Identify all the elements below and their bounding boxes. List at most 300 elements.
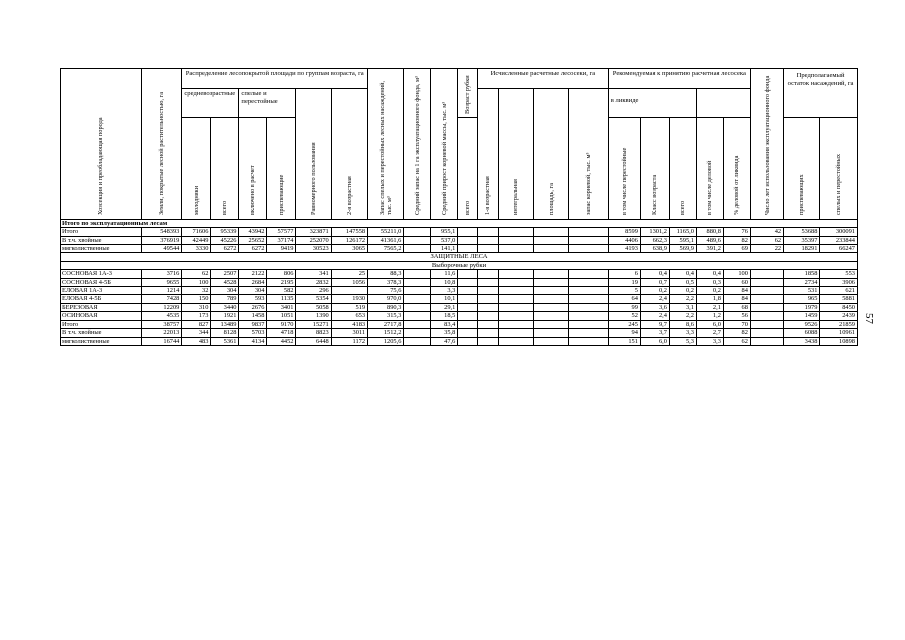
table-cell: 323871	[296, 228, 331, 236]
table-cell: 75,6	[368, 287, 404, 295]
table-cell: 789	[211, 295, 239, 303]
table-cell: 94	[608, 329, 640, 337]
table-cell: 53688	[784, 228, 820, 236]
table-cell: 173	[182, 312, 211, 320]
table-cell: 76	[723, 228, 750, 236]
table-cell: 1,2	[696, 312, 723, 320]
table-cell: 1214	[141, 287, 181, 295]
document-page	[60, 68, 858, 346]
table-cell: 3,3	[696, 337, 723, 345]
table-cell: 1459	[784, 312, 820, 320]
table-cell: 6088	[784, 329, 820, 337]
header-liquid: в ликвиде	[608, 89, 696, 118]
table-cell	[498, 278, 533, 286]
table-cell: 3,3	[431, 287, 458, 295]
header-remaining: Предполагаемый остаток насаждений, га	[784, 69, 858, 118]
table-cell: 1301,2	[640, 228, 669, 236]
table-cell: 70	[723, 320, 750, 328]
table-cell	[404, 245, 431, 253]
table-cell: 55211,0	[368, 228, 404, 236]
table-cell: 62	[182, 270, 211, 278]
table-cell: 1135	[267, 295, 296, 303]
table-row	[61, 329, 858, 337]
section-title: ЗАЩИТНЫЕ ЛЕСА	[61, 253, 858, 261]
table-cell: 83,4	[431, 320, 458, 328]
table-cell: 8,6	[669, 320, 696, 328]
table-cell	[750, 295, 783, 303]
table-cell: 141,1	[431, 245, 458, 253]
table-cell	[478, 312, 499, 320]
table-cell	[404, 337, 431, 345]
table-cell: 0,4	[669, 270, 696, 278]
table-cell	[498, 295, 533, 303]
table-cell	[750, 320, 783, 328]
table-row	[61, 295, 858, 303]
table-cell: 344	[182, 329, 211, 337]
table-cell: 3,3	[669, 329, 696, 337]
table-cell: 6272	[211, 245, 239, 253]
table-cell: 29,1	[431, 303, 458, 311]
table-cell	[750, 329, 783, 337]
table-cell: 6448	[296, 337, 331, 345]
header-calculated: Исчисленные расчетные лесосеки, га	[478, 69, 609, 89]
table-cell	[750, 312, 783, 320]
section-title: Итого по эксплуатационным лесам	[61, 219, 858, 227]
table-cell: 1921	[211, 312, 239, 320]
table-cell: 66247	[820, 245, 858, 253]
table-row	[61, 287, 858, 295]
table-cell: 4134	[239, 337, 267, 345]
table-cell	[534, 303, 569, 311]
table-cell	[534, 245, 569, 253]
table-cell: 4718	[267, 329, 296, 337]
table-cell: 12209	[141, 303, 181, 311]
table-cell: 9526	[784, 320, 820, 328]
table-cell	[750, 337, 783, 345]
table-cell: 18,5	[431, 312, 458, 320]
table-cell: 6,0	[640, 337, 669, 345]
header-middle-included: включено в расчет	[239, 118, 267, 219]
table-cell: 0,2	[696, 287, 723, 295]
table-cell: 391,2	[696, 245, 723, 253]
table-row	[61, 228, 858, 236]
table-cell	[498, 303, 533, 311]
table-cell	[458, 295, 478, 303]
header-liquid-pct: % деловой от ликвида	[723, 118, 750, 219]
table-cell	[478, 295, 499, 303]
header-liquid-total: всего	[669, 118, 696, 219]
table-cell: 22	[750, 245, 783, 253]
table-cell: 69	[723, 245, 750, 253]
table-cell: 150	[182, 295, 211, 303]
table-cell	[331, 287, 367, 295]
table-cell	[478, 287, 499, 295]
table-cell: 6,0	[696, 320, 723, 328]
table-row	[61, 303, 858, 311]
table-cell	[534, 287, 569, 295]
table-cell: 9655	[141, 278, 181, 286]
header-avg-stock: Средний запас на 1 га эксплуатационного фонда, м³	[404, 69, 431, 220]
table-cell: 42449	[182, 236, 211, 244]
table-cell: 9419	[267, 245, 296, 253]
row-label: СОСНОВАЯ 4-5Б	[61, 278, 142, 286]
table-cell: 2195	[267, 278, 296, 286]
table-cell	[478, 303, 499, 311]
table-cell: 41361,6	[368, 236, 404, 244]
table-cell	[534, 228, 569, 236]
table-cell: 1390	[296, 312, 331, 320]
table-cell: 483	[182, 337, 211, 345]
table-cell: 827	[182, 320, 211, 328]
table-cell	[498, 270, 533, 278]
table-cell: 25	[331, 270, 367, 278]
table-cell: 3,6	[640, 303, 669, 311]
table-cell: 3065	[331, 245, 367, 253]
table-cell: 35,8	[431, 329, 458, 337]
table-cell: 147558	[331, 228, 367, 236]
table-cell: 569,9	[669, 245, 696, 253]
table-cell	[404, 312, 431, 320]
table-cell: 38757	[141, 320, 181, 328]
table-cell	[569, 287, 608, 295]
table-cell: 62	[723, 337, 750, 345]
table-cell: 100	[723, 270, 750, 278]
table-cell	[404, 287, 431, 295]
table-cell	[498, 287, 533, 295]
table-cell: 653	[331, 312, 367, 320]
table-cell: 64	[608, 295, 640, 303]
header-mature: спелые и перестойные	[239, 89, 296, 118]
table-cell: 42	[750, 228, 783, 236]
table-cell: 1458	[239, 312, 267, 320]
table-cell	[534, 337, 569, 345]
table-cell	[750, 270, 783, 278]
table-cell: 806	[267, 270, 296, 278]
table-cell: 4452	[267, 337, 296, 345]
table-cell: 621	[820, 287, 858, 295]
table-cell: 593	[239, 295, 267, 303]
header-rem-maturing: приспевающих	[784, 118, 820, 219]
table-cell	[478, 329, 499, 337]
table-cell: 2,4	[640, 295, 669, 303]
table-cell	[458, 303, 478, 311]
table-cell	[458, 287, 478, 295]
table-cell: 304	[239, 287, 267, 295]
table-cell: 32	[182, 287, 211, 295]
row-label: ОСИНОВАЯ	[61, 312, 142, 320]
table-cell: 37174	[267, 236, 296, 244]
table-cell: 10,8	[431, 278, 458, 286]
table-cell: 3330	[182, 245, 211, 253]
table-cell: 638,9	[640, 245, 669, 253]
table-cell: 315,3	[368, 312, 404, 320]
table-cell	[750, 278, 783, 286]
table-cell: 15271	[296, 320, 331, 328]
table-cell: 2,2	[669, 312, 696, 320]
table-cell: 57577	[267, 228, 296, 236]
header-distribution: Распределение лесопокрытой площади по группам возраста, га	[182, 69, 368, 89]
table-cell: 13489	[211, 320, 239, 328]
table-cell	[478, 228, 499, 236]
table-cell: 890,3	[368, 303, 404, 311]
table-cell: 304	[211, 287, 239, 295]
table-cell: 7565,2	[368, 245, 404, 253]
table-cell: 0,5	[669, 278, 696, 286]
table-cell: 2439	[820, 312, 858, 320]
table-cell: 2122	[239, 270, 267, 278]
table-cell: 252070	[296, 236, 331, 244]
table-cell: 1172	[331, 337, 367, 345]
table-cell	[569, 295, 608, 303]
table-cell: 531	[784, 287, 820, 295]
table-cell: 3716	[141, 270, 181, 278]
table-cell: 1,8	[696, 295, 723, 303]
table-cell: 2676	[239, 303, 267, 311]
table-cell: 4535	[141, 312, 181, 320]
table-cell	[458, 278, 478, 286]
table-cell	[458, 320, 478, 328]
header-avg-increment: Средний прирост корневой массы, тыс. м³	[431, 69, 458, 220]
header-recommended: Рекомендуемая к принятию расчетная лесосека	[608, 69, 750, 89]
table-cell	[750, 303, 783, 311]
table-cell: 60	[723, 278, 750, 286]
table-cell: 22013	[141, 329, 181, 337]
row-label: мягколиственные	[61, 337, 142, 345]
table-cell: 5	[608, 287, 640, 295]
page-number: 57	[863, 313, 875, 324]
table-cell: 9837	[239, 320, 267, 328]
table-cell: 19	[608, 278, 640, 286]
header-area: площадь, га	[534, 89, 569, 220]
header-mature-total: всего	[458, 118, 478, 219]
table-cell: 7428	[141, 295, 181, 303]
table-cell: 47,6	[431, 337, 458, 345]
table-cell: 9170	[267, 320, 296, 328]
table-row	[61, 278, 858, 286]
table-cell	[534, 236, 569, 244]
table-cell	[569, 329, 608, 337]
table-cell: 4193	[608, 245, 640, 253]
table-cell: 11,6	[431, 270, 458, 278]
table-cell: 310	[182, 303, 211, 311]
table-row	[61, 270, 858, 278]
table-row	[61, 236, 858, 244]
section-row	[61, 253, 858, 261]
table-cell: 5703	[239, 329, 267, 337]
row-label: В т.ч. хвойные	[61, 236, 142, 244]
header-age2: 2-я возрастная	[331, 89, 367, 220]
table-cell	[478, 236, 499, 244]
table-cell: 519	[331, 303, 367, 311]
table-cell: 2734	[784, 278, 820, 286]
table-cell: 82	[723, 329, 750, 337]
table-cell: 880,8	[696, 228, 723, 236]
table-cell: 6	[608, 270, 640, 278]
table-cell	[498, 329, 533, 337]
header-rem-mature: спелых и перестойных	[820, 118, 858, 219]
row-label: мягколиственные	[61, 245, 142, 253]
table-body	[61, 219, 858, 345]
row-label: БЕРЕЗОВАЯ	[61, 303, 142, 311]
table-cell	[404, 278, 431, 286]
table-cell: 35397	[784, 236, 820, 244]
header-middle-total: всего	[211, 118, 239, 219]
table-cell	[534, 320, 569, 328]
table-cell: 233844	[820, 236, 858, 244]
table-cell: 9,7	[640, 320, 669, 328]
table-cell: 43942	[239, 228, 267, 236]
table-cell: 100	[182, 278, 211, 286]
table-cell	[458, 329, 478, 337]
table-cell	[458, 270, 478, 278]
table-cell	[404, 329, 431, 337]
table-cell: 3401	[267, 303, 296, 311]
table-cell	[404, 270, 431, 278]
header-root-stock: запас корневой, тыс. м³	[569, 89, 608, 220]
header-age-class: Класс возраста	[640, 118, 669, 219]
table-cell: 3438	[784, 337, 820, 345]
table-cell	[498, 312, 533, 320]
table-cell	[458, 245, 478, 253]
table-cell: 3906	[820, 278, 858, 286]
table-cell: 1051	[267, 312, 296, 320]
table-cell	[404, 295, 431, 303]
table-cell: 8128	[211, 329, 239, 337]
table-cell	[569, 278, 608, 286]
header-young: молодняки	[182, 118, 211, 219]
table-cell	[569, 245, 608, 253]
header-land-area: Земли, покрытые лесной растительностью, га	[141, 69, 181, 220]
header-species: Хозсекция и преобладающая порода	[61, 69, 142, 220]
table-header	[61, 69, 858, 220]
table-cell: 378,3	[368, 278, 404, 286]
table-cell: 1056	[331, 278, 367, 286]
table-cell	[458, 337, 478, 345]
table-cell	[569, 337, 608, 345]
table-cell: 1512,2	[368, 329, 404, 337]
table-cell: 537,0	[431, 236, 458, 244]
table-cell	[569, 320, 608, 328]
table-row	[61, 245, 858, 253]
table-cell: 0,2	[640, 287, 669, 295]
table-cell	[498, 236, 533, 244]
table-cell: 489,6	[696, 236, 723, 244]
table-cell: 548393	[141, 228, 181, 236]
row-label: ЕЛОВАЯ 4-5Б	[61, 295, 142, 303]
table-cell	[404, 320, 431, 328]
table-cell: 5361	[211, 337, 239, 345]
table-cell: 1930	[331, 295, 367, 303]
table-cell	[404, 236, 431, 244]
table-cell: 3,7	[640, 329, 669, 337]
table-cell: 5354	[296, 295, 331, 303]
table-cell	[569, 236, 608, 244]
table-cell: 6272	[239, 245, 267, 253]
header-liquid-business: в том числе деловой	[696, 118, 723, 219]
table-cell: 68	[723, 303, 750, 311]
table-cell	[478, 245, 499, 253]
table-cell: 95339	[211, 228, 239, 236]
table-cell: 8599	[608, 228, 640, 236]
table-cell: 0,7	[640, 278, 669, 286]
row-label: СОСНОВАЯ 1А-3	[61, 270, 142, 278]
header-cutting-age: Возраст рубки	[458, 69, 478, 118]
table-cell: 5058	[296, 303, 331, 311]
section-row	[61, 219, 858, 227]
table-cell	[498, 337, 533, 345]
table-cell: 955,1	[431, 228, 458, 236]
table-cell: 84	[723, 295, 750, 303]
section-row	[61, 261, 858, 269]
table-cell	[498, 245, 533, 253]
table-row	[61, 320, 858, 328]
table-cell: 1979	[784, 303, 820, 311]
table-cell	[534, 270, 569, 278]
section-title: Выборочные рубки	[61, 261, 858, 269]
row-label: Итого	[61, 228, 142, 236]
table-cell: 5,3	[669, 337, 696, 345]
table-cell	[750, 287, 783, 295]
header-stock: Запас спелых и перестойных лесных насаждений, тыс. м³	[368, 69, 404, 220]
table-cell	[534, 329, 569, 337]
table-cell: 10,1	[431, 295, 458, 303]
table-cell	[569, 270, 608, 278]
table-cell	[458, 228, 478, 236]
row-label: В т.ч. хвойные	[61, 329, 142, 337]
table-cell: 376919	[141, 236, 181, 244]
table-cell: 3011	[331, 329, 367, 337]
table-cell: 10898	[820, 337, 858, 345]
table-cell	[534, 278, 569, 286]
table-cell	[534, 312, 569, 320]
header-mature-overmature: в том числе перестойные	[608, 118, 640, 219]
table-cell: 1858	[784, 270, 820, 278]
table-cell: 16744	[141, 337, 181, 345]
table-cell: 10961	[820, 329, 858, 337]
table-cell: 5881	[820, 295, 858, 303]
table-cell: 8823	[296, 329, 331, 337]
table-cell: 2,1	[696, 303, 723, 311]
table-cell: 582	[267, 287, 296, 295]
table-cell: 84	[723, 287, 750, 295]
table-cell: 2684	[239, 278, 267, 286]
table-cell	[569, 303, 608, 311]
table-cell: 300091	[820, 228, 858, 236]
table-cell: 1205,6	[368, 337, 404, 345]
table-cell: 25652	[239, 236, 267, 244]
table-cell: 0,4	[640, 270, 669, 278]
table-cell: 595,1	[669, 236, 696, 244]
table-cell	[478, 320, 499, 328]
table-cell: 151	[608, 337, 640, 345]
table-row	[61, 312, 858, 320]
table-cell: 82	[723, 236, 750, 244]
table-cell: 2,2	[669, 295, 696, 303]
header-middle-aged: средневозрастные	[182, 89, 239, 118]
table-cell: 341	[296, 270, 331, 278]
table-cell: 4528	[211, 278, 239, 286]
table-row	[61, 337, 858, 345]
table-cell: 0,3	[696, 278, 723, 286]
table-cell: 3440	[211, 303, 239, 311]
table-cell	[498, 320, 533, 328]
table-cell: 296	[296, 287, 331, 295]
table-cell: 970,0	[368, 295, 404, 303]
table-cell: 126172	[331, 236, 367, 244]
table-cell: 56	[723, 312, 750, 320]
table-cell: 0,2	[669, 287, 696, 295]
table-cell: 245	[608, 320, 640, 328]
